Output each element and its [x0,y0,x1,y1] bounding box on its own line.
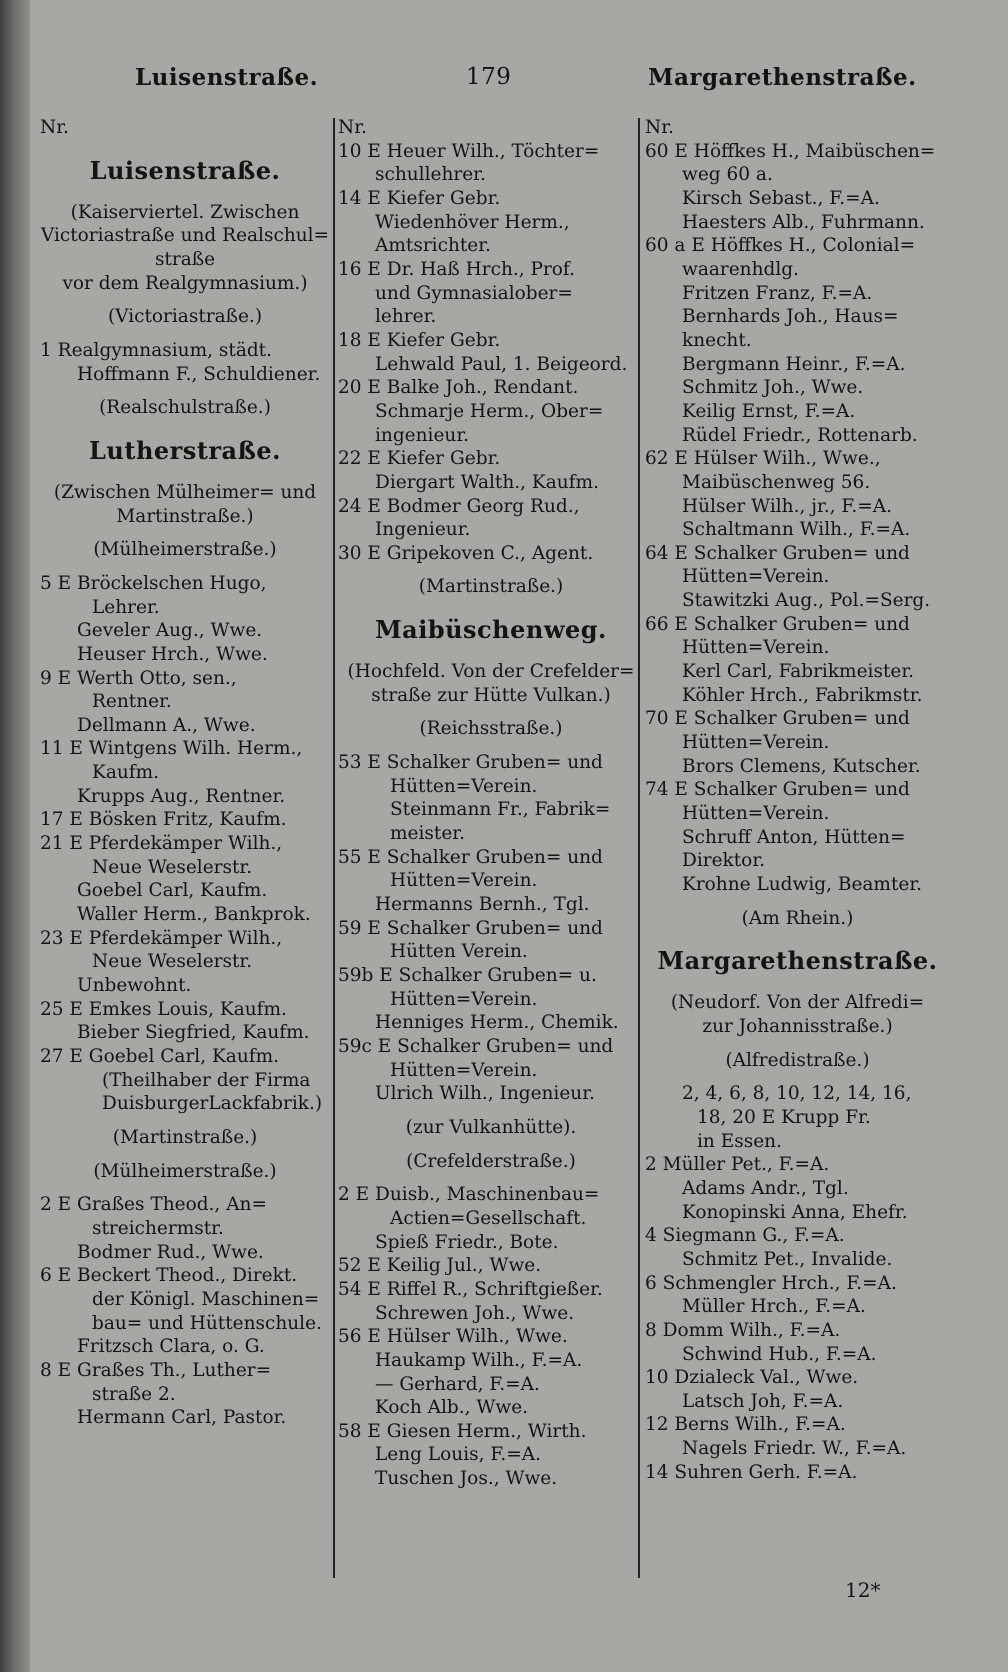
resident-entry: in Essen. [697,1130,782,1152]
house-entry: 14 Suhren Gerh. F.=A. [645,1461,858,1483]
resident-entry: Lehrer. [92,596,160,618]
resident-entry: Maibüschenweg 56. [682,471,871,493]
book-spine-shadow [0,0,30,1672]
resident-entry: Hoffmann F., Schuldiener. [77,363,321,385]
resident-entry: meister. [390,823,465,845]
resident-entry: Neue Weselerstr. [92,951,253,973]
house-entry: 12 Berns Wilh., F.=A. [645,1414,846,1436]
house-entry: 21 E Pferdekämper Wilh., [40,833,283,855]
resident-entry: Krohne Ludwig, Beamter. [682,874,923,895]
resident-entry: Hülser Wilh., jr., F.=A. [682,495,892,517]
cross-street-label: (Crefelderstraße.) [406,1150,576,1172]
resident-entry: Hermanns Bernh., Tgl. [375,894,590,916]
house-entry: 58 E Giesen Herm., Wirth. [338,1420,587,1442]
street-description: (Hochfeld. Von der Crefelder= [347,661,635,683]
house-entry: 66 E Schalker Gruben= und [645,613,910,635]
resident-entry: Rentner. [92,691,172,713]
resident-entry: Haesters Alb., Fuhrmann. [682,211,925,233]
house-entry: 14 E Kiefer Gebr. [338,187,501,209]
house-entry: 8 Domm Wilh., F.=A. [645,1319,841,1341]
resident-entry: Kerl Carl, Fabrikmeister. [682,661,915,683]
house-entry: 70 E Schalker Gruben= und [645,708,910,730]
running-head-left: Luisenstraße. [135,64,319,91]
resident-entry: Kirsch Sebast., F.=A. [682,187,880,209]
resident-entry: Hütten=Verein. [682,732,830,754]
resident-entry: — Gerhard, F.=A. [375,1373,540,1395]
running-head-right: Margarethenstraße. [648,64,917,91]
house-entry: 11 E Wintgens Wilh. Herm., [40,738,303,760]
column-1 [40,116,330,1430]
cross-street-label: (Realschulstraße.) [99,397,271,419]
resident-entry: straße 2. [92,1383,176,1405]
resident-entry: 2, 4, 6, 8, 10, 12, 14, 16, [682,1083,912,1105]
house-entry: 22 E Kiefer Gebr. [338,448,501,470]
street-description: (Neudorf. Von der Alfredi= [670,992,925,1014]
house-entry: 24 E Bodmer Georg Rud., [338,495,580,517]
house-entry: 6 Schmengler Hrch., F.=A. [645,1272,897,1294]
resident-entry: Haukamp Wilh., F.=A. [375,1349,583,1371]
house-entry: 10 E Heuer Wilh., Töchter= [338,140,600,162]
cross-street-label: (Victoriastraße.) [107,306,263,328]
street-description: (Zwischen Mülheimer= und [53,481,317,503]
house-entry: 62 E Hülser Wilh., Wwe., [645,448,881,470]
house-entry: 2 E Graßes Theod., An= [40,1194,267,1216]
house-entry: 1 Realgymnasium, städt. [40,339,272,361]
house-entry: 17 E Bösken Fritz, Kaufm. [40,809,287,831]
resident-entry: Schwind Hub., F.=A. [682,1343,877,1365]
resident-entry: Bernhards Joh., Haus= [682,306,899,328]
resident-entry: Schmarje Herm., Ober= [375,400,604,422]
house-entry: 4 Siegmann G., F.=A. [645,1225,845,1247]
resident-entry: Köhler Hrch., Fabrikmstr. [682,684,923,706]
resident-entry: Waller Herm., Bankprok. [77,904,311,926]
resident-entry: Rüdel Friedr., Rottenarb. [682,424,918,446]
house-entry: 2 E Duisb., Maschinenbau= [338,1184,600,1206]
street-description: straße [154,248,216,270]
resident-entry: Koch Alb., Wwe. [375,1397,529,1419]
house-entry: 60 E Höffkes H., Maibüschen= [645,140,936,162]
resident-entry: Kaufm. [92,762,160,784]
resident-entry: und Gymnasialober= [375,282,573,304]
resident-entry: Schaltmann Wilh., F.=A. [682,519,911,541]
resident-entry: Ulrich Wilh., Ingenieur. [375,1083,595,1105]
house-entry: 54 E Riffel R., Schriftgießer. [338,1278,603,1300]
sheet-signature: 12* [845,1578,881,1602]
resident-entry: Schmitz Joh., Wwe. [682,377,864,399]
resident-entry: Latsch Joh, F.=A. [682,1390,844,1412]
street-description: (Kaiserviertel. Zwischen [70,201,300,223]
resident-entry: Leng Louis, F.=A. [375,1444,541,1466]
house-entry: Nr. [338,117,367,138]
resident-entry: Schruff Anton, Hütten= [682,826,906,848]
resident-entry: Actien=Gesellschaft. [390,1207,587,1229]
cross-street-label: (zur Vulkanhütte). [405,1116,577,1138]
resident-entry: Ingenieur. [375,519,471,541]
page-number: 179 [466,64,512,90]
street-heading: Lutherstraße. [89,435,281,465]
street-description: straße zur Hütte Vulkan.) [371,684,611,706]
cross-street-label: (Am Rhein.) [741,907,854,929]
resident-entry: schullehrer. [375,164,486,186]
resident-entry: Wiedenhöver Herm., [375,211,570,233]
resident-entry: weg 60 a. [682,164,773,186]
cross-street-label: (Reichsstraße.) [419,718,563,740]
resident-entry: ingenieur. [375,424,470,446]
street-heading: Luisenstraße. [89,155,281,185]
resident-entry: Heuser Hrch., Wwe. [77,643,268,665]
resident-entry: Brors Clemens, Kutscher. [682,755,921,777]
resident-entry: Tuschen Jos., Wwe. [375,1468,558,1490]
resident-entry: Steinmann Fr., Fabrik= [390,799,611,821]
cross-street-label: (Alfredistraße.) [725,1049,870,1071]
house-entry: 59 E Schalker Gruben= und [338,917,603,939]
resident-entry: Hütten=Verein. [390,775,538,797]
resident-entry: Fritzen Franz, F.=A. [682,282,873,304]
street-description: Martinstraße.) [116,505,254,527]
street-description: Victoriastraße und Realschul= [40,225,330,247]
house-entry: 8 E Graßes Th., Luther= [40,1359,272,1381]
resident-entry: Hütten=Verein. [682,637,830,659]
street-description: zur Johannisstraße.) [702,1015,893,1037]
house-entry: 59c E Schalker Gruben= und [338,1035,614,1057]
house-entry: 5 E Bröckelschen Hugo, [40,572,267,594]
house-entry: 27 E Goebel Carl, Kaufm. [40,1046,280,1067]
house-entry: 56 E Hülser Wilh., Wwe. [338,1326,568,1348]
resident-entry: Stawitzki Aug., Pol.=Serg. [682,590,931,612]
resident-entry: Krupps Aug., Rentner. [77,785,286,807]
resident-entry: Schmitz Pet., Invalide. [682,1248,893,1270]
resident-entry: streichermstr. [92,1217,224,1239]
resident-entry: Direktor. [682,850,766,872]
resident-entry: Schrewen Joh., Wwe. [375,1302,575,1324]
house-entry: 59b E Schalker Gruben= u. [338,965,597,986]
resident-entry: waarenhdlg. [682,258,799,280]
house-entry: 74 E Schalker Gruben= und [645,779,910,801]
house-entry: 23 E Pferdekämper Wilh., [40,927,283,949]
house-entry: 9 E Werth Otto, sen., [40,667,237,689]
resident-entry: Diergart Walth., Kaufm. [375,471,599,493]
column-2 [338,116,644,1491]
street-heading: Margarethenstraße. [657,946,938,976]
resident-entry: Keilig Ernst, F.=A. [682,400,856,422]
house-entry: 10 Dzialeck Val., Wwe. [645,1367,859,1389]
resident-entry: Unbewohnt. [77,975,192,997]
resident-entry: Bieber Siegfried, Kaufm. [77,1022,310,1044]
house-entry: 55 E Schalker Gruben= und [338,846,603,868]
resident-entry: Nagels Friedr. W., F.=A. [682,1438,907,1460]
resident-entry: Neue Weselerstr. [92,856,253,878]
resident-entry: Bergmann Heinr., F.=A. [682,353,906,375]
resident-entry: Dellmann A., Wwe. [77,714,256,736]
resident-entry: Konopinski Anna, Ehefr. [682,1201,908,1223]
resident-entry: Hütten=Verein. [390,1059,538,1081]
resident-entry: Fritzsch Clara, o. G. [77,1336,265,1358]
cross-street-label: (Martinstraße.) [418,576,564,598]
column-divider-1 [333,118,335,1578]
house-entry: 6 E Beckert Theod., Direkt. [40,1265,298,1287]
house-entry: 2 Müller Pet., F.=A. [645,1154,830,1176]
resident-entry: Spieß Friedr., Bote. [375,1231,559,1253]
house-entry: 25 E Emkes Louis, Kaufm. [40,998,287,1020]
column-3 [645,116,950,1484]
resident-entry: (Theilhaber der Firma [102,1069,311,1091]
house-entry: 52 E Keilig Jul., Wwe. [338,1255,542,1277]
resident-entry: Adams Andr., Tgl. [682,1177,849,1199]
resident-entry: Hütten=Verein. [682,803,830,825]
resident-entry: der Königl. Maschinen= [92,1288,320,1310]
street-heading: Maibüschenweg. [375,615,607,645]
resident-entry: bau= und Hüttenschule. [92,1312,322,1334]
resident-entry: Henniges Herm., Chemik. [375,1012,619,1034]
cross-street-label: (Martinstraße.) [112,1126,258,1148]
house-entry: 20 E Balke Joh., Rendant. [338,377,579,399]
resident-entry: Hütten=Verein. [390,870,538,892]
resident-entry: Amtsrichter. [375,235,491,257]
resident-entry: Hütten=Verein. [390,988,538,1010]
house-entry: 18 E Kiefer Gebr. [338,329,501,351]
resident-entry: 18, 20 E Krupp Fr. [697,1106,871,1128]
cross-street-label: (Mülheimerstraße.) [93,539,277,561]
house-entry: 16 E Dr. Haß Hrch., Prof. [338,258,576,280]
resident-entry: Hütten Verein. [390,941,528,963]
house-entry: 30 E Gripekoven C., Agent. [338,542,594,564]
resident-entry: lehrer. [375,306,437,328]
cross-street-label: (Mülheimerstraße.) [93,1160,277,1182]
resident-entry: Hütten=Verein. [682,566,830,588]
house-entry: 64 E Schalker Gruben= und [645,542,910,564]
resident-entry: Hermann Carl, Pastor. [77,1407,287,1429]
house-entry: 53 E Schalker Gruben= und [338,752,603,774]
resident-entry: Goebel Carl, Kaufm. [77,880,268,902]
street-description: vor dem Realgymnasium.) [62,272,308,294]
house-entry: Nr. [645,117,674,138]
resident-entry: knecht. [682,329,752,351]
resident-entry: Geveler Aug., Wwe. [77,620,263,642]
resident-entry: Lehwald Paul, 1. Beigeord. [375,353,628,375]
house-entry: 60 a E Höffkes H., Colonial= [645,235,916,257]
resident-entry: Bodmer Rud., Wwe. [77,1241,264,1263]
house-entry: Nr. [40,117,69,138]
resident-entry: Müller Hrch., F.=A. [682,1296,866,1318]
resident-entry: DuisburgerLackfabrik.) [102,1093,323,1115]
